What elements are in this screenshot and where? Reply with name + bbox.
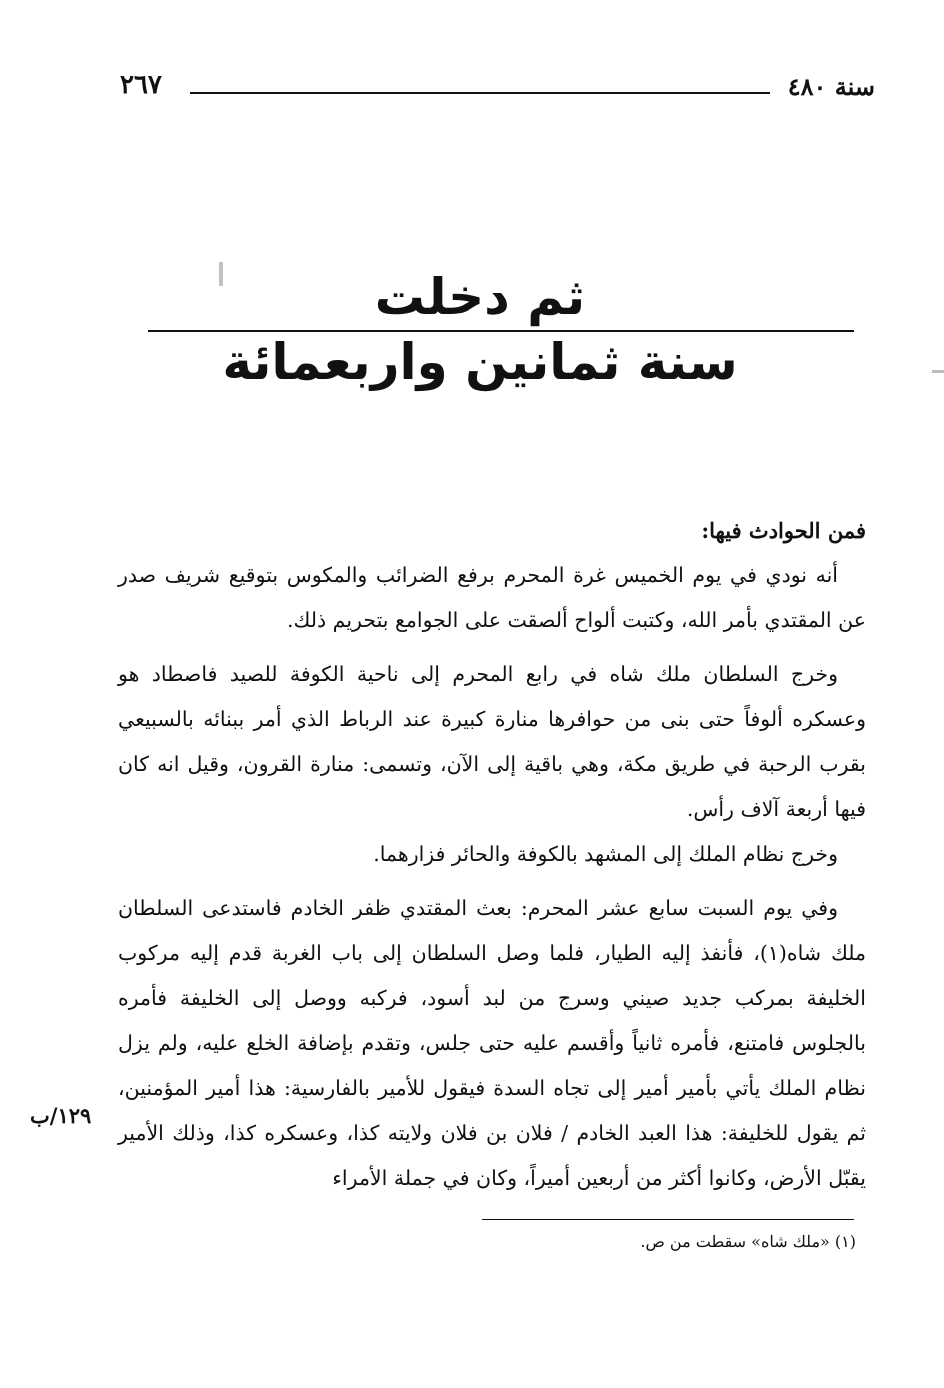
title-rule [148, 330, 854, 332]
scan-speck [932, 370, 944, 373]
running-title: سنة ٤٨٠ [787, 72, 875, 101]
paragraph: أنه نودي في يوم الخميس غرة المحرم برفع الضرائب والمكوس بتوقيع شريف صدر عن المقتدي بأمر الله، وكتبت ألواح ألصقت على الجوامع بتحريم ذلك. [118, 563, 866, 632]
paragraph: وخرج السلطان ملك شاه في رابع المحرم إلى ناحية الكوفة للصيد فاصطاد هو وعسكره ألوفاً حتى بنى من حوافرها منارة كبيرة عند الرباط الذي أمر ببنائه بالسبيعي بقرب الرحبة في طريق مكة، وهي باقية إلى الآن، وتسمى: منارة القرون، وقيل انه كان فيها أربعة آلاف رأس. [118, 662, 866, 821]
running-header [120, 70, 875, 110]
chapter-title-line1: ثم دخلت [374, 268, 586, 326]
page-number: ٢٦٧ [120, 70, 162, 100]
section-heading: فمن الحوادث فيها: [701, 518, 866, 543]
footnote: (١) «ملك شاه» سقطت من ص. [640, 1232, 856, 1251]
body-text [118, 508, 866, 1201]
footnote-rule [482, 1219, 854, 1220]
manuscript-folio-note: ١٢٩/ب [30, 1103, 92, 1128]
paragraph: وخرج نظام الملك إلى المشهد بالكوفة والحائر فزارهما. [373, 842, 838, 866]
paragraph: وفي يوم السبت سابع عشر المحرم: بعث المقتدي ظفر الخادم فاستدعى السلطان ملك شاه(١)، فأنفذ إليه الطيار، فلما وصل السلطان إلى باب الغربة قدم إليه مركوب الخليفة بمركب جديد صيني وسرج من لبد أسود، فركبه ووصل إلى الخليفة فأمره بالجلوس فامتنع، فأمره ثانياً وأقسم عليه حتى جلس، وتقدم بإضافة الخلع عليه، ولم يزل نظام الملك يأتي بأمير أمير إلى تجاه السدة فيقول للأمير بالفارسية: هذا أمير المؤمنين، ثم يقول للخليفة: هذا العبد الخادم / فلان بن فلان ولايته كذا، وعسكره كذا، وذلك الأمير يقبّل الأرض، وكانوا أكثر من أربعين أميراً، وكان في جملة الأمراء [118, 896, 866, 1190]
header-rule [190, 92, 770, 94]
chapter-title-line2: سنة ثمانين واربعمائة [222, 333, 738, 391]
